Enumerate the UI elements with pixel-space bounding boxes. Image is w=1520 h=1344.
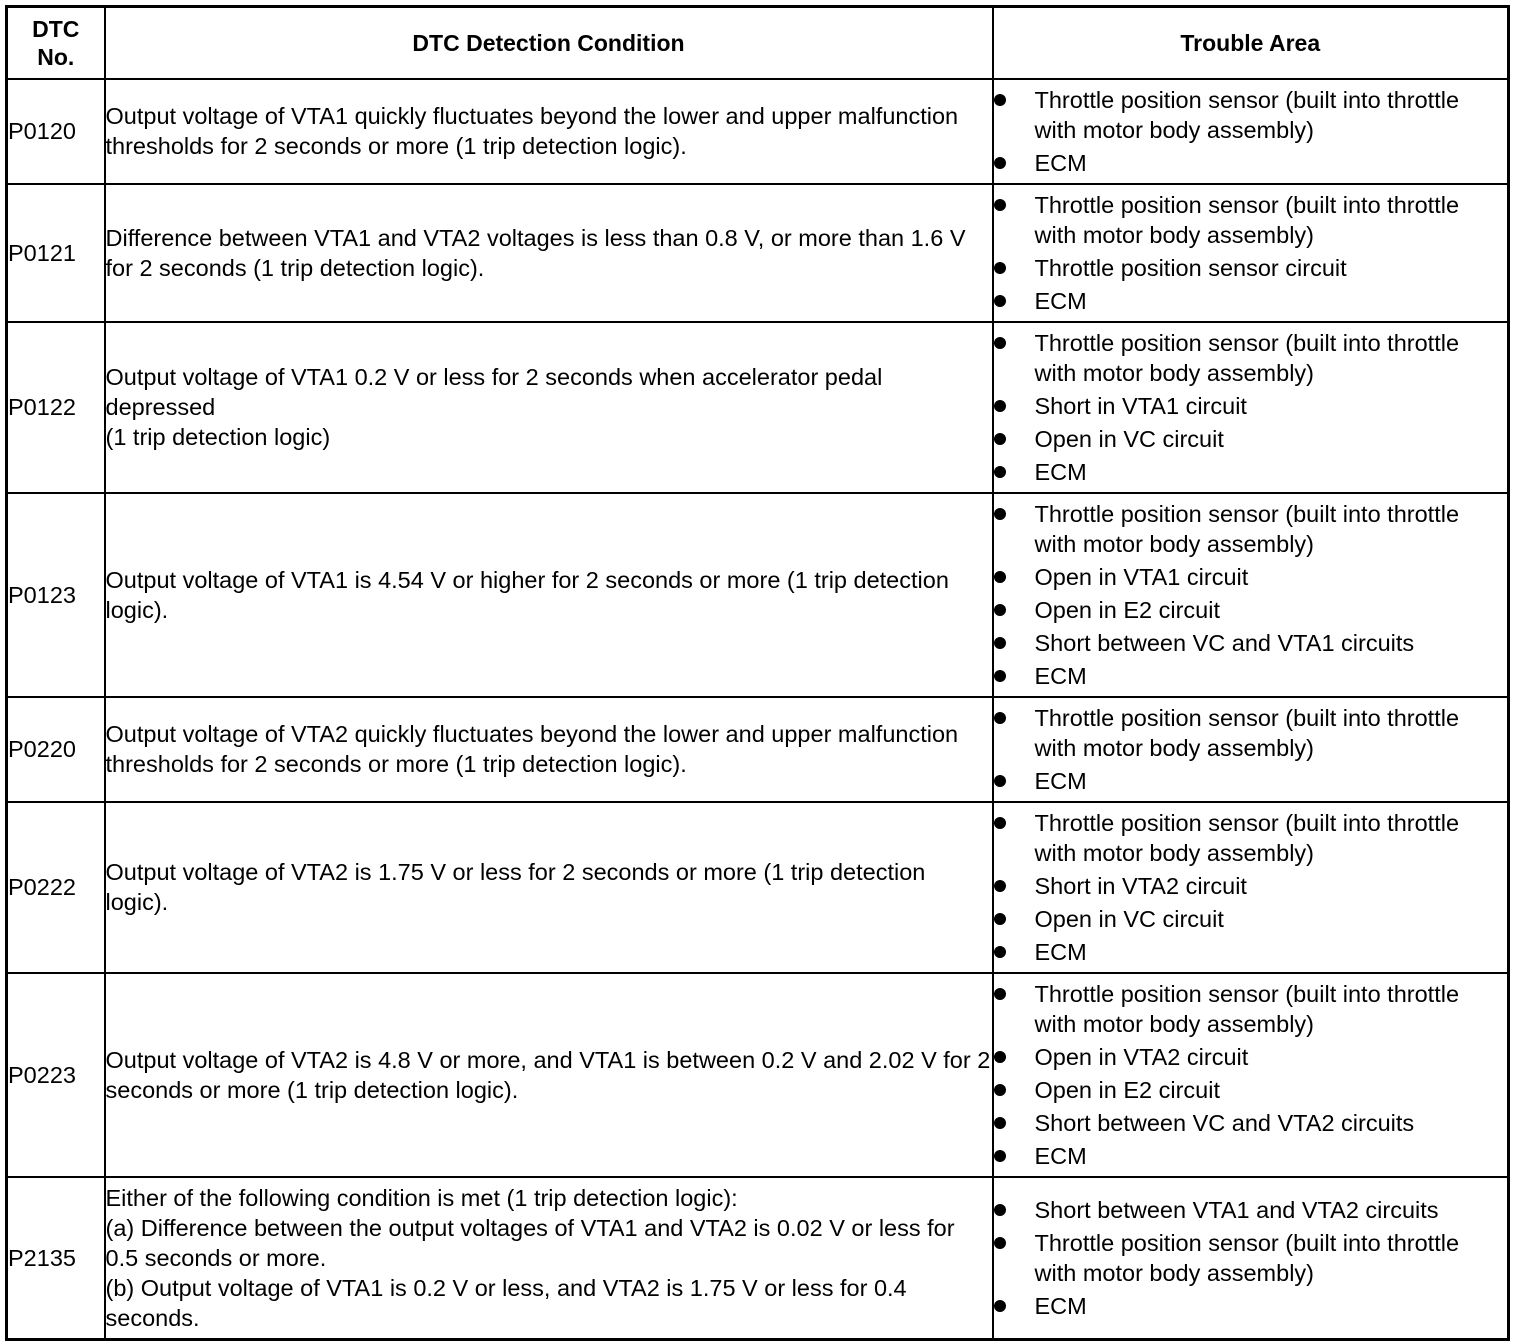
condition-text: Output voltage of VTA2 quickly fluctuates beyond the lower and upper malfunction thresholds for 2 seconds or more (1 trip detection logic). xyxy=(105,721,959,777)
table-row xyxy=(7,697,1509,802)
list-item xyxy=(994,1108,1508,1138)
header-condition: DTC Detection Condition xyxy=(105,7,993,79)
table-row xyxy=(7,493,1509,697)
bullet-icon xyxy=(994,817,1006,829)
trouble-area-text: Short between VC and VTA2 circuits xyxy=(1034,1109,1415,1136)
bullet-icon xyxy=(994,670,1006,682)
list-item xyxy=(994,1141,1508,1171)
trouble-area xyxy=(993,802,1509,973)
trouble-area-list xyxy=(994,703,1508,796)
list-item xyxy=(994,703,1508,763)
trouble-area-text: ECM xyxy=(1034,767,1087,794)
bullet-icon xyxy=(994,466,1006,478)
condition-text: Output voltage of VTA1 0.2 V or less for 2 seconds when accelerator pedal depressed xyxy=(105,364,883,420)
list-item xyxy=(994,1075,1508,1105)
table-row xyxy=(7,322,1509,493)
bullet-icon xyxy=(994,262,1006,274)
dtc-code: P0121 xyxy=(7,184,105,322)
list-item xyxy=(994,661,1508,691)
table-row xyxy=(7,973,1509,1177)
bullet-icon xyxy=(994,1237,1006,1249)
trouble-area-text: ECM xyxy=(1034,938,1087,965)
bullet-icon xyxy=(994,880,1006,892)
header-row xyxy=(7,7,1509,79)
list-item xyxy=(994,808,1508,868)
detection-condition xyxy=(105,493,993,697)
list-item xyxy=(994,190,1508,250)
condition-text: Output voltage of VTA1 quickly fluctuates beyond the lower and upper malfunction thresholds for 2 seconds or more (1 trip detection logic). xyxy=(105,103,959,159)
trouble-area-list xyxy=(994,328,1508,487)
bullet-icon xyxy=(994,508,1006,520)
bullet-icon xyxy=(994,913,1006,925)
dtc-code: P0222 xyxy=(7,802,105,973)
trouble-area-text: Throttle position sensor (built into throttle with motor body assembly) xyxy=(1034,329,1460,386)
condition-text: Output voltage of VTA1 is 4.54 V or higher for 2 seconds or more (1 trip detection logic). xyxy=(105,566,949,623)
detection-condition xyxy=(105,973,993,1177)
trouble-area-text: Throttle position sensor (built into throttle with motor body assembly) xyxy=(1034,86,1460,143)
detection-condition xyxy=(105,1177,993,1340)
condition-text: Output voltage of VTA2 is 1.75 V or less for 2 seconds or more (1 trip detection logic). xyxy=(105,859,926,915)
bullet-icon xyxy=(994,433,1006,445)
list-item xyxy=(994,904,1508,934)
trouble-area xyxy=(993,697,1509,802)
bullet-icon xyxy=(994,400,1006,412)
trouble-area-list xyxy=(994,808,1508,967)
trouble-area xyxy=(993,1177,1509,1340)
dtc-code: P2135 xyxy=(7,1177,105,1340)
bullet-icon xyxy=(994,157,1006,169)
condition-text: Output voltage of VTA2 is 4.8 V or more, and VTA1 is between 0.2 V and 2.02 V for 2 seconds or more (1 trip detection logic). xyxy=(105,1046,991,1103)
trouble-area-text: Throttle position sensor (built into throttle with motor body assembly) xyxy=(1034,809,1460,866)
bullet-icon xyxy=(994,1084,1006,1096)
condition-text: (1 trip detection logic) xyxy=(105,424,331,450)
list-item xyxy=(994,1042,1508,1072)
table-row xyxy=(7,79,1509,184)
trouble-area-list xyxy=(994,190,1508,316)
bullet-icon xyxy=(994,946,1006,958)
trouble-area-text: Short between VC and VTA1 circuits xyxy=(1034,629,1415,656)
bullet-icon xyxy=(994,712,1006,724)
trouble-area-text: Throttle position sensor (built into throttle with motor body assembly) xyxy=(1034,1229,1460,1286)
trouble-area-text: Open in VTA1 circuit xyxy=(1034,563,1249,590)
list-item xyxy=(994,766,1508,796)
dtc-code: P0122 xyxy=(7,322,105,493)
table-row xyxy=(7,184,1509,322)
header-trouble-area: Trouble Area xyxy=(993,7,1509,79)
trouble-area-text: Open in E2 circuit xyxy=(1034,1076,1220,1103)
bullet-icon xyxy=(994,604,1006,616)
trouble-area-text: Open in E2 circuit xyxy=(1034,596,1220,623)
dtc-code: P0123 xyxy=(7,493,105,697)
trouble-area-list xyxy=(994,1195,1508,1321)
trouble-area-text: Short between VTA1 and VTA2 circuits xyxy=(1034,1196,1439,1223)
trouble-area xyxy=(993,973,1509,1177)
bullet-icon xyxy=(994,1117,1006,1129)
condition-text: Difference between VTA1 and VTA2 voltages is less than 0.8 V, or more than 1.6 V for 2 seconds (1 trip detection logic). xyxy=(105,224,966,281)
trouble-area-list xyxy=(994,499,1508,691)
condition-text: Either of the following condition is met (1 trip detection logic): xyxy=(105,1184,738,1211)
list-item xyxy=(994,85,1508,145)
list-item xyxy=(994,562,1508,592)
detection-condition xyxy=(105,184,993,322)
trouble-area-text: Throttle position sensor circuit xyxy=(1034,254,1347,281)
list-item xyxy=(994,253,1508,283)
list-item xyxy=(994,148,1508,178)
bullet-icon xyxy=(994,1051,1006,1063)
trouble-area-text: ECM xyxy=(1034,458,1087,485)
table-row xyxy=(7,1177,1509,1340)
table-row xyxy=(7,802,1509,973)
detection-condition xyxy=(105,322,993,493)
list-item xyxy=(994,1228,1508,1288)
condition-text: (b) Output voltage of VTA1 is 0.2 V or less, and VTA2 is 1.75 V or less for 0.4 seconds. xyxy=(105,1274,907,1331)
bullet-icon xyxy=(994,295,1006,307)
list-item xyxy=(994,499,1508,559)
trouble-area-text: Short in VTA1 circuit xyxy=(1034,392,1247,419)
dtc-code: P0120 xyxy=(7,79,105,184)
list-item xyxy=(994,628,1508,658)
trouble-area xyxy=(993,322,1509,493)
list-item xyxy=(994,1291,1508,1321)
trouble-area-text: Open in VC circuit xyxy=(1034,905,1224,932)
trouble-area-text: ECM xyxy=(1034,662,1087,689)
detection-condition xyxy=(105,79,993,184)
dtc-table xyxy=(5,5,1510,1341)
trouble-area-text: Throttle position sensor (built into throttle with motor body assembly) xyxy=(1034,500,1460,557)
trouble-area-text: Throttle position sensor (built into throttle with motor body assembly) xyxy=(1034,980,1460,1037)
trouble-area-list xyxy=(994,979,1508,1171)
bullet-icon xyxy=(994,988,1006,1000)
list-item xyxy=(994,328,1508,388)
trouble-area-text: Open in VTA2 circuit xyxy=(1034,1043,1249,1070)
trouble-area-text: ECM xyxy=(1034,1292,1087,1319)
list-item xyxy=(994,286,1508,316)
detection-condition xyxy=(105,802,993,973)
list-item xyxy=(994,937,1508,967)
list-item xyxy=(994,595,1508,625)
bullet-icon xyxy=(994,637,1006,649)
trouble-area-text: Short in VTA2 circuit xyxy=(1034,872,1247,899)
list-item xyxy=(994,979,1508,1039)
bullet-icon xyxy=(994,94,1006,106)
trouble-area xyxy=(993,493,1509,697)
bullet-icon xyxy=(994,199,1006,211)
list-item xyxy=(994,1195,1508,1225)
list-item xyxy=(994,424,1508,454)
trouble-area xyxy=(993,184,1509,322)
header-dtc-no: DTC No. xyxy=(7,7,105,79)
trouble-area-text: ECM xyxy=(1034,1142,1087,1169)
trouble-area-text: Throttle position sensor (built into throttle with motor body assembly) xyxy=(1034,191,1460,248)
trouble-area-text: Throttle position sensor (built into throttle with motor body assembly) xyxy=(1034,704,1460,761)
bullet-icon xyxy=(994,1204,1006,1216)
list-item xyxy=(994,457,1508,487)
bullet-icon xyxy=(994,337,1006,349)
dtc-code: P0223 xyxy=(7,973,105,1177)
list-item xyxy=(994,871,1508,901)
bullet-icon xyxy=(994,1300,1006,1312)
dtc-code: P0220 xyxy=(7,697,105,802)
trouble-area-text: ECM xyxy=(1034,287,1087,314)
trouble-area-text: ECM xyxy=(1034,149,1087,176)
trouble-area xyxy=(993,79,1509,184)
bullet-icon xyxy=(994,1150,1006,1162)
condition-text: (a) Difference between the output voltages of VTA1 and VTA2 is 0.02 V or less for 0.5 seconds or more. xyxy=(105,1214,955,1271)
trouble-area-text: Open in VC circuit xyxy=(1034,425,1224,452)
list-item xyxy=(994,391,1508,421)
trouble-area-list xyxy=(994,85,1508,178)
detection-condition xyxy=(105,697,993,802)
bullet-icon xyxy=(994,775,1006,787)
bullet-icon xyxy=(994,571,1006,583)
